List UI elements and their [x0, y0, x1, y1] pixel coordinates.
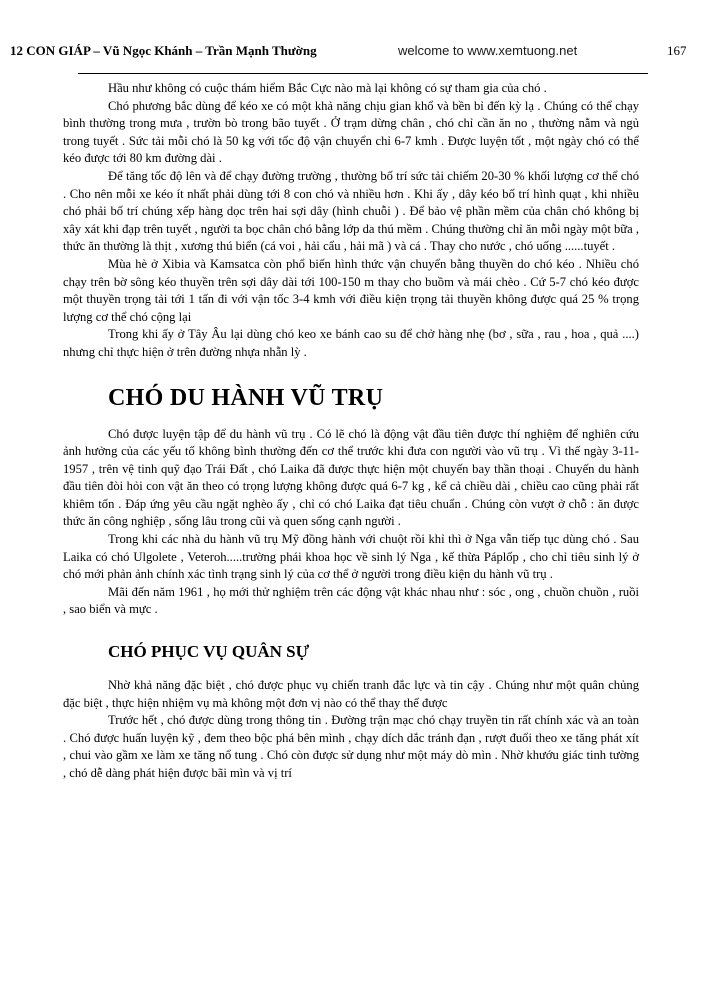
- paragraph-military-service: Nhờ khả năng đặc biệt , chó được phục vụ chiến tranh đắc lực và tin cậy . Chúng như một quân chủng đặc biệt , thực hiện nhiệm vụ mà không một đơn vị nào có thể thay thế được: [63, 678, 639, 710]
- paragraph-communication-mines: Trước hết , chó được dùng trong thông tin . Đường trận mạc chó chạy truyền tin rất chính xác và an toàn . Chó được huấn luyện kỹ , đem theo bộc phá bên mình , chạy dích dắc tránh đạn , rượt đuổi theo xe tăng phát xít , chui vào gầm xe làm xe tăng nổ tung . Chó còn được sử dụng như một máy dò mìn . Nhờ khướu giác tinh tường , chó dễ dàng phát hiện được bãi mìn và vị trí: [63, 713, 639, 780]
- paragraph-western-europe: Trong khi ấy ở Tây Âu lại dùng chó keo xe bánh cao su để chở hàng nhẹ (bơ , sữa , rau , hoa , quả ....) nhưng chỉ thực hiện ở trên đường nhựa nhẵn lỳ .: [63, 327, 639, 359]
- paragraph-boat-towing: Mùa hè ở Xibia và Kamsatca còn phổ biến hình thức vận chuyển bằng thuyền do chó kéo . Nhiều chó chạy trên bờ sông kéo thuyền trên sợi dây dài tới 100-150 m thay cho buồm và mái chèo . Cứ 5-7 chó kéo được một thuyền trọng tải tới 1 tấn đi với vận tốc 3-4 kmh với điều kiện trọng tải thuyền không được quá 25 % trọng lượng cơ thể chó cộng lại: [63, 256, 639, 324]
- page-number: 167: [667, 43, 687, 58]
- paragraph-northern-sled-dogs: Chó phương bắc dùng để kéo xe có một khả năng chịu gian khổ và bền bỉ đến kỳ lạ . Chúng có thể chạy bình thường trong mưa , trườn bò trong bão tuyết . Ở trạm dừng chân , chó chỉ cần ăn no , thường nằm và ngủ trong tuyết . Sức tải mỗi chó là 50 kg với tốc độ vận chuyển chỉ 6-7 kmh . Được luyện tốt , một ngày chó có thể kéo được tới 80 km đường dài .: [63, 98, 639, 166]
- section-heading-space-dogs: CHÓ DU HÀNH VŨ TRỤ: [108, 384, 384, 411]
- paragraph-other-animals: Mãi đến năm 1961 , họ mới thử nghiệm trên các động vật khác nhau như : sóc , ong , chuồn chuồn , ruồi , sao biển và mực .: [63, 584, 639, 617]
- body-text: [63, 80, 639, 783]
- paragraph-soviet-program: Trong khi các nhà du hành vũ trụ Mỹ đồng hành với chuột rồi khỉ thì ở Nga vẫn tiếp tục dùng chó . Sau Laika có chó Ulgolete , Veteroh.....trường phái khoa học về sinh lý Nga , kế thừa Páplốp , cho chỉ tiêu sinh lý ở chó mới phản ảnh chính xác tình trạng sinh lý của cơ thể ở người trong điều kiện du hành vũ trụ .: [63, 532, 639, 582]
- paragraph-laika: Chó được luyện tập để du hành vũ trụ . Có lẽ chó là động vật đầu tiên được thí nghiệm để nghiên cứu ảnh hưởng của các yếu tố không bình thường đến cơ thể trước khi đưa con người vào vũ trụ . Vì thế ngày 3-11-1957 , trên vệ tinh quỹ đạo Trái Đất , chó Laika đã được thực hiện một chuyến bay thần thoại . Chuyến du hành đầu tiên đòi hỏi con vật ăn theo có trọng lượng không được quá 6-7 kg , kể cả chiều dài , chiều cao cũng phải rất khiêm tốn . Đáp ứng yêu cầu ngặt nghèo ấy , chỉ có chó Laika đạt tiêu chuẩn . Chúng còn vượt ở chỗ : ăn được thức ăn công nghiệp , sống lâu trong cũi và quen sống cạnh người .: [63, 426, 639, 529]
- running-header-website: welcome to www.xemtuong.net: [398, 43, 578, 58]
- paragraph-arctic-expeditions: Hầu như không có cuộc thám hiểm Bắc Cực nào mà lại không có sự tham gia của chó .: [108, 81, 547, 95]
- running-header-title: 12 CON GIÁP – Vũ Ngọc Khánh – Trần Mạnh Thường: [10, 43, 317, 58]
- section-heading-military-dogs: CHÓ PHỤC VỤ QUÂN SỰ: [108, 642, 310, 662]
- header-divider: [78, 73, 648, 74]
- paragraph-sled-load: Để tăng tốc độ lên và để chạy đường trường , thường bố trí sức tải chiếm 20-30 % khối lượng cơ thể chó . Cho nên mỗi xe kéo ít nhất phải dùng tới 8 con chó và nhiều hơn . Khi ấy , dây kéo bố trí hình quạt , khi nhiều chó phải bố trí chúng xếp hàng dọc trên hai sợi dây (hình chuỗi ) . Để bảo vệ phần mềm của chân chó không bị xây xát khi đạp trên tuyết , người ta bọc chân chó bằng lớp da thú mềm . Chúng thường chỉ ăn mỗi ngày một bữa , thức ăn thường là thịt , xương thú biển (cá voi , hải cẩu , hải mã ) và cá . Thay cho nước , chó uống ......tuyết .: [63, 168, 639, 254]
